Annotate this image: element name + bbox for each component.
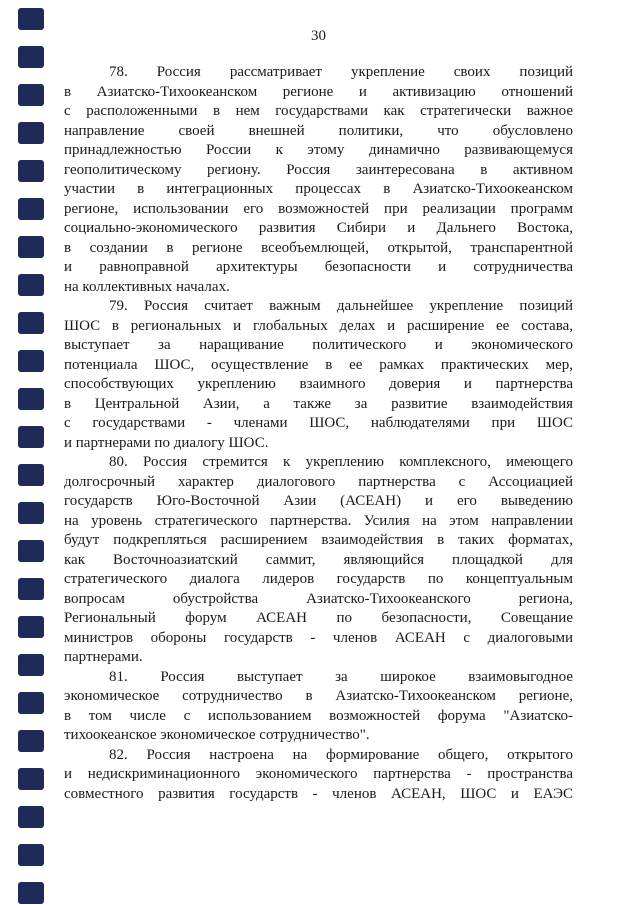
binding-mark bbox=[18, 236, 44, 258]
text-line: на коллективных началах. bbox=[64, 278, 230, 295]
paragraph bbox=[64, 297, 573, 453]
document-body bbox=[64, 63, 573, 804]
text-line: 82. Россия настроена на формирование общего, открытого bbox=[109, 746, 573, 763]
text-line: принадлежностью России к этому динамично развивающемуся bbox=[64, 142, 573, 158]
text-line: и партнерами по диалогу ШОС. bbox=[64, 434, 269, 451]
text-line: тихоокеанское экономическое сотрудничество". bbox=[64, 727, 370, 743]
binding-mark bbox=[18, 8, 44, 30]
text-line: на уровень стратегического партнерства. Усилия на этом направлении bbox=[64, 512, 573, 529]
text-line: потенциала ШОС, осуществление в ее рамках практических мер, bbox=[64, 356, 573, 373]
text-line: совместного развития государств - членов АСЕАН, ШОС и ЕАЭС bbox=[64, 785, 573, 802]
text-line: регионе, использовании его возможностей при реализации программ bbox=[64, 200, 573, 217]
text-line: министров обороны государств - членов АСЕАН с диалоговыми bbox=[64, 629, 573, 646]
text-line: 79. Россия считает важным дальнейшее укрепление позиций bbox=[109, 298, 573, 314]
text-line: партнерами. bbox=[64, 649, 143, 665]
page-number: 30 bbox=[311, 28, 326, 44]
text-line: долгосрочный характер диалогового партнерства с Ассоциацией bbox=[64, 473, 573, 490]
binding-mark bbox=[18, 388, 44, 410]
binding-mark bbox=[18, 616, 44, 638]
binding-mark bbox=[18, 654, 44, 676]
text-line: участии в интеграционных процессах в Азиатско-Тихоокеанском bbox=[64, 181, 573, 197]
binding-mark bbox=[18, 730, 44, 752]
text-line: способствующих укреплению взаимного доверия и партнерства bbox=[64, 376, 573, 392]
text-line: Региональный форум АСЕАН по безопасности, Совещание bbox=[64, 610, 573, 626]
text-line: стратегического диалога лидеров государств по концептуальным bbox=[64, 571, 573, 587]
text-line: 78. Россия рассматривает укрепление своих позиций bbox=[109, 64, 573, 80]
binding-mark bbox=[18, 160, 44, 182]
text-line: геополитическому региону. Россия заинтересована в активном bbox=[64, 161, 573, 178]
binding-mark bbox=[18, 844, 44, 866]
paragraph bbox=[64, 453, 573, 668]
text-line: экономическое сотрудничество в Азиатско-Тихоокеанском регионе, bbox=[64, 688, 573, 704]
binding-mark bbox=[18, 274, 44, 296]
text-line: вопросам обустройства Азиатско-Тихоокеанского региона, bbox=[64, 590, 573, 607]
binding-mark bbox=[18, 464, 44, 486]
binding-mark bbox=[18, 882, 44, 904]
binding-mark bbox=[18, 426, 44, 448]
paragraph bbox=[64, 746, 573, 805]
text-line: 81. Россия выступает за широкое взаимовыгодное bbox=[109, 668, 573, 685]
text-line: выступает за наращивание политического и экономического bbox=[64, 337, 573, 353]
paragraph bbox=[64, 63, 573, 297]
binding-mark bbox=[18, 350, 44, 372]
text-line: в Центральной Азии, а также за развитие взаимодействия bbox=[64, 395, 573, 412]
binding-mark bbox=[18, 502, 44, 524]
text-line: с расположенными в нем государствами как стратегически важное bbox=[64, 103, 573, 119]
text-line: ШОС в региональных и глобальных делах и расширение ее состава, bbox=[64, 317, 573, 334]
text-line: будут подкрепляться расширением взаимодействия в таких форматах, bbox=[64, 532, 573, 548]
binding-marks-column bbox=[18, 8, 44, 904]
text-line: в том числе с использованием возможностей форума "Азиатско- bbox=[64, 707, 573, 724]
text-line: государств Юго-Восточной Азии (АСЕАН) и его выведению bbox=[64, 493, 573, 509]
binding-mark bbox=[18, 312, 44, 334]
binding-mark bbox=[18, 198, 44, 220]
binding-mark bbox=[18, 692, 44, 714]
binding-mark bbox=[18, 46, 44, 68]
text-line: и равноправной архитектуры безопасности и сотрудничества bbox=[64, 259, 573, 275]
binding-mark bbox=[18, 768, 44, 790]
text-line: в Азиатско-Тихоокеанском регионе и активизацию отношений bbox=[64, 83, 573, 100]
text-line: как Восточноазиатский саммит, являющийся площадкой для bbox=[64, 551, 573, 568]
binding-mark bbox=[18, 84, 44, 106]
binding-mark bbox=[18, 806, 44, 828]
text-line: с государствами - членами ШОС, наблюдателями при ШОС bbox=[64, 415, 573, 431]
binding-mark bbox=[18, 122, 44, 144]
text-line: направление своей внешней политики, что обусловлено bbox=[64, 122, 573, 139]
binding-mark bbox=[18, 578, 44, 600]
binding-mark bbox=[18, 540, 44, 562]
paragraph bbox=[64, 668, 573, 746]
text-line: в создании в регионе всеобъемлющей, открытой, транспарентной bbox=[64, 239, 573, 256]
text-line: и недискриминационного экономического партнерства - пространства bbox=[64, 766, 573, 782]
text-line: социально-экономического развития Сибири и Дальнего Востока, bbox=[64, 220, 573, 236]
text-line: 80. Россия стремится к укреплению комплексного, имеющего bbox=[109, 454, 573, 470]
